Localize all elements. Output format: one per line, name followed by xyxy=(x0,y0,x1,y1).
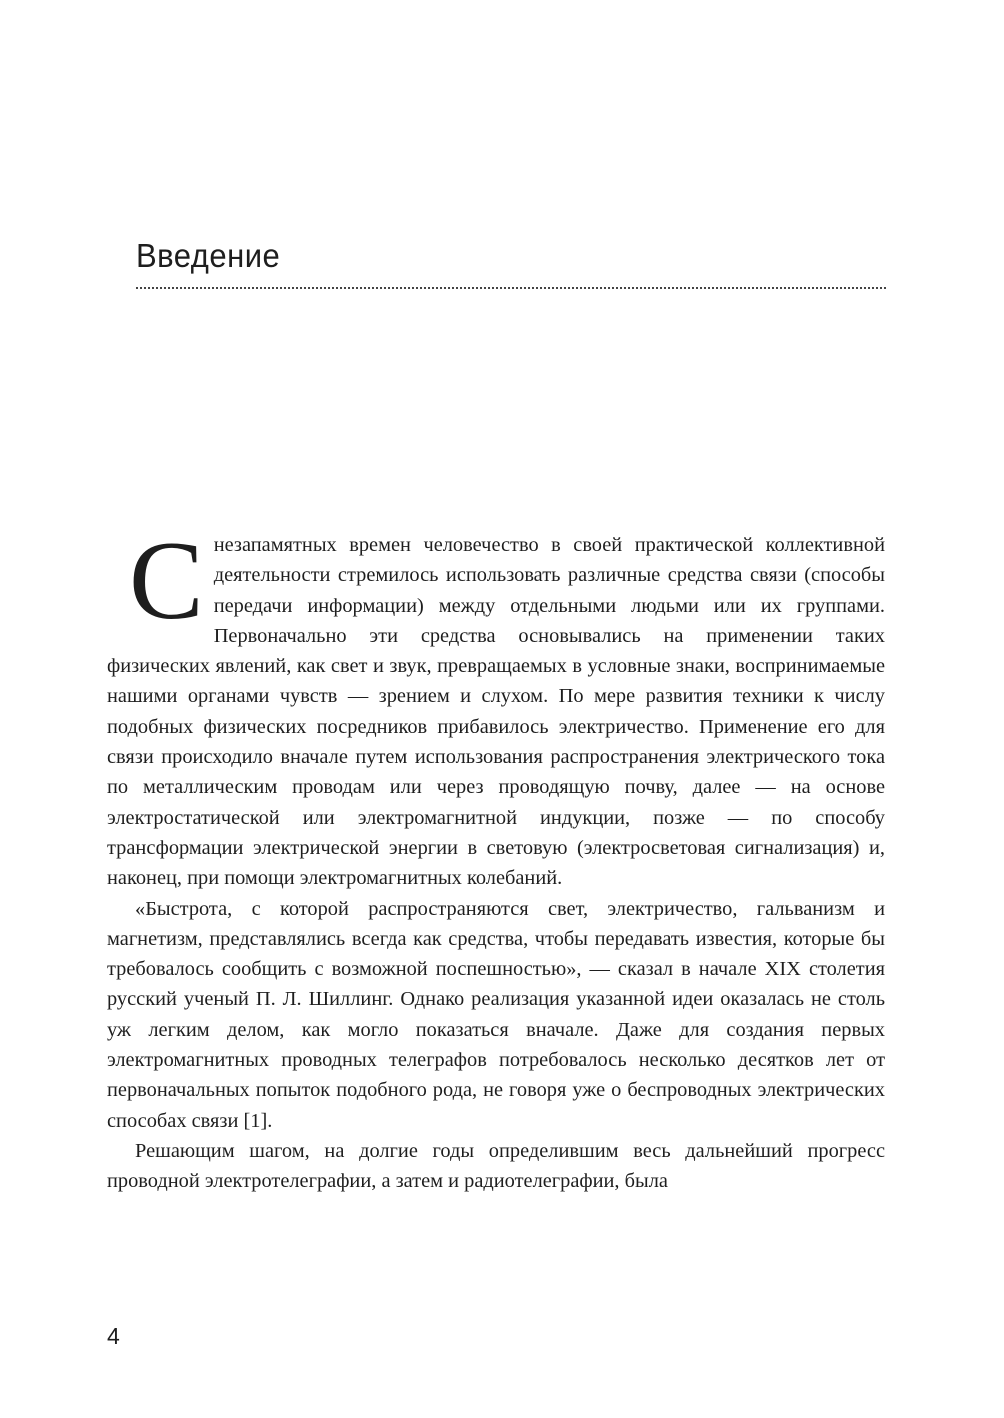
paragraph-1 xyxy=(107,519,885,894)
paragraph-1-text: незапамятных времен человечество в своей практической коллективной деятельности стремилось использовать различные средства связи (способы передачи информации) между отдельными людьми или их группами. Первоначально эти средства основывались на применении таких физических явлений, как свет и звук, превращаемых в условные знаки, воспринимаемые нашими органами чувств — зрением и слухом. По мере развития техники к числу подобных физических посредников прибавилось электричество. Применение его для связи происходило вначале путем использования распространения электрического тока по металлическим проводам или через проводящую почву, далее — на основе электростатической или электромагнитной индукции, позже — по способу трансформации электрической энергии в световую (электросветовая сигнализация) и, наконец, при помощи электромагнитных колебаний. xyxy=(107,534,885,890)
body-text xyxy=(107,519,885,1197)
page-number: 4 xyxy=(107,1323,120,1349)
title-dotted-rule xyxy=(136,287,886,289)
paragraph-2: «Быстрота, с которой распространяются свет, электричество, гальванизм и магнетизм, представлялись всегда как средства, чтобы передавать известия, которые бы требовалось сообщить с возможной поспешностью», — сказал в начале XIX столетия русский ученый П. Л. Шиллинг. Однако реализация указанной идеи оказалась не столь уж легким делом, как могло показаться вначале. Даже для создания первых электромагнитных проводных телеграфов потребовалось несколько десятков лет от первоначальных попыток подобного рода, не говоря уже о беспроводных электрических способах связи [1]. xyxy=(107,897,885,1132)
dropcap: С xyxy=(129,519,204,643)
chapter-title: Введение xyxy=(136,237,281,274)
paragraph-3: Решающим шагом, на долгие годы определившим весь дальнейший прогресс проводной электротелеграфии, а затем и радиотелеграфии, была xyxy=(107,1139,885,1193)
